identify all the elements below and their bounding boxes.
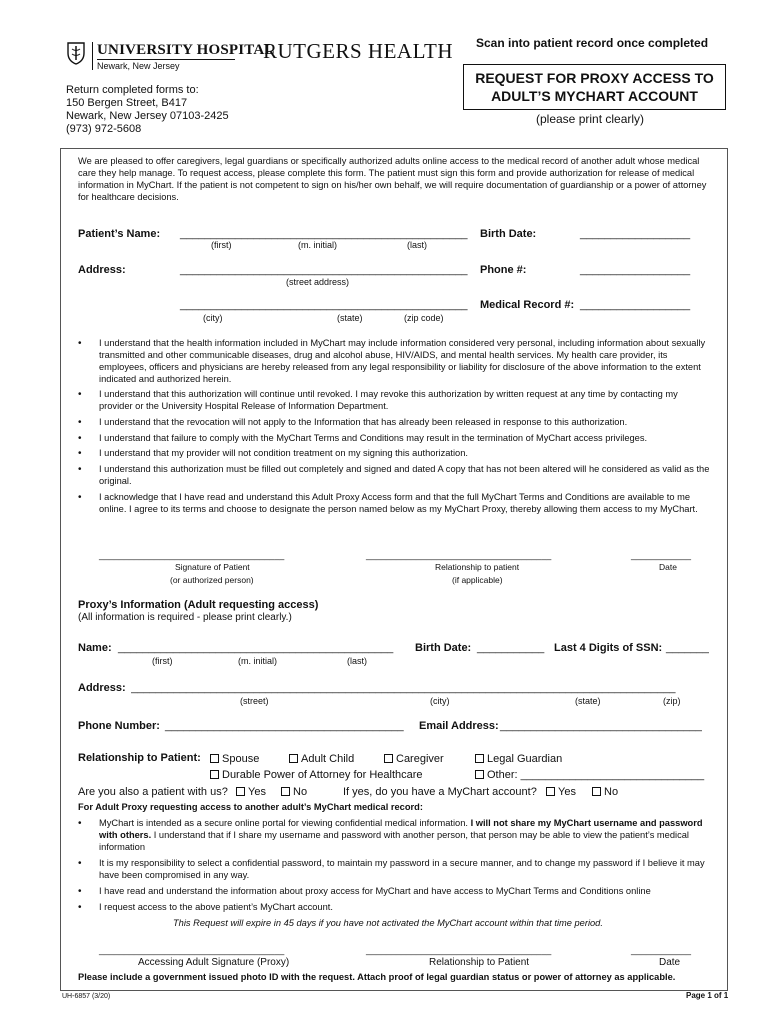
proxy-address-field[interactable]: _________________________________________________________________________________________ xyxy=(131,682,676,694)
proxy-first-hint: (first) xyxy=(152,656,173,666)
rutgers-logo: RUTGERS HEALTH xyxy=(263,39,453,63)
hospital-seal-icon xyxy=(66,41,86,65)
patient-address-label: Address: xyxy=(78,264,126,276)
bullet-dot: • xyxy=(78,492,82,503)
option-label: Adult Child xyxy=(301,753,355,765)
proxy-name-label: Name: xyxy=(78,642,112,654)
proxy-zip-hint: (zip) xyxy=(663,696,681,706)
proxy-street-hint: (street) xyxy=(240,696,269,706)
proxy-bullet-text: MyChart is intended as a secure online portal for viewing confidential medical information. xyxy=(99,818,471,828)
return-line: 150 Bergen Street, B417 xyxy=(66,97,188,109)
intro-paragraph: We are pleased to offer caregivers, legal guardians or specifically authorized adults online access to the medical record of another adult whose medical care they help manage. To request access, please complete this form. The patient must sign this form and provide authorization for release of medical information in MyChart. If the patient is not competent to sign on his/her own behalf, we will require documentation of guardianship or a power of attorney for healthcare decisions. xyxy=(78,156,707,202)
return-line: (973) 972-5608 xyxy=(66,123,142,135)
patient-birth-label: Birth Date: xyxy=(480,228,537,240)
option-spouse[interactable] xyxy=(210,752,259,766)
consent-bullet: I understand this authorization must be filled out completely and signed and dated A copy that has not been altered will he considered as valid as the original. xyxy=(99,464,710,486)
patient-middle-hint: (m. initial) xyxy=(298,240,338,250)
option-label: Other: ______________________________ xyxy=(487,769,705,781)
bullet-dot: • xyxy=(78,448,82,459)
return-address xyxy=(66,84,229,136)
proxy-address-label: Address: xyxy=(78,682,126,694)
relationship-label: Relationship to Patient: xyxy=(78,752,201,764)
proxy-bold-heading: For Adult Proxy requesting access to another adult’s MyChart medical record: xyxy=(78,802,423,812)
proxy-email-label: Email Address: xyxy=(419,720,499,732)
checkbox-icon[interactable] xyxy=(289,754,298,763)
option-label: Spouse xyxy=(222,753,260,765)
checkbox-icon[interactable] xyxy=(475,770,484,779)
proxy-ssn-label: Last 4 Digits of SSN: xyxy=(554,642,663,654)
checkbox-icon[interactable] xyxy=(546,787,555,796)
proxy-bullet-bold: I will not share my MyChart username and password with others. xyxy=(99,818,703,840)
bullet-dot: • xyxy=(78,902,82,913)
patient-birth-field[interactable]: __________________ xyxy=(580,228,691,240)
consent-bullet: I understand that the health information included in MyChart may include information considered very personal, including information about sexually transmitted and other communicable diseases, drug and alcohol abuse, HIV/AIDS, and mental health services. My health care provider, its employees, officers and physicians are hereby released from any legal responsibility or liability for disclosure of the above information to the extent indicated and authorized herein. xyxy=(99,338,706,384)
print-note: (please print clearly) xyxy=(536,112,645,126)
patient-phone-field[interactable]: __________________ xyxy=(580,264,691,276)
proxy-bullet-text: I understand that if I share my username and password with another person, that person may be able to view the patient’s medical information xyxy=(99,830,689,852)
proxy-bullet xyxy=(99,817,713,853)
patient-phone-label: Phone #: xyxy=(480,264,527,276)
proxy-bullet: I request access to the above patient’s MyChart account. xyxy=(99,902,333,912)
form-title-line1: REQUEST FOR PROXY ACCESS TO xyxy=(475,70,714,86)
patient-name-field[interactable]: _______________________________________________ xyxy=(180,228,468,240)
bullet-dot: • xyxy=(78,886,82,897)
patient-signature-field[interactable]: _____________________________________ xyxy=(99,550,285,560)
page-number: Page 1 of 1 xyxy=(686,991,729,1000)
option-label: Durable Power of Attorney for Healthcare xyxy=(222,769,423,781)
bullet-dot: • xyxy=(78,417,82,428)
checkbox-icon[interactable] xyxy=(236,787,245,796)
proxy-signature-label: Accessing Adult Signature (Proxy) xyxy=(138,957,290,968)
patient-street-hint: (street address) xyxy=(286,277,350,287)
option-other[interactable] xyxy=(475,768,704,782)
option-label: Yes xyxy=(558,786,576,798)
checkbox-icon[interactable] xyxy=(475,754,484,763)
proxy-last-hint: (last) xyxy=(347,656,367,666)
consent-bullet: I understand that this authorization will continue until revoked. I may revoke this authorization by written request at any time by contacting my provider or the University Hospital Release of Information Department. xyxy=(99,389,678,411)
option-label: No xyxy=(604,786,619,798)
proxy-relationship-field[interactable]: _____________________________________ xyxy=(366,945,552,955)
proxy-birth-label: Birth Date: xyxy=(415,642,472,654)
form-title-line2: ADULT’S MYCHART ACCOUNT xyxy=(491,88,698,104)
proxy-city-hint: (city) xyxy=(430,696,450,706)
patient-question: Are you also a patient with us? xyxy=(78,786,228,798)
patient-relationship-sub: (if applicable) xyxy=(452,575,503,585)
proxy-birth-field[interactable]: ___________ xyxy=(477,642,545,654)
proxy-ssn-field[interactable]: _______ xyxy=(666,642,709,654)
bullet-dot: • xyxy=(78,858,82,869)
option-label: No xyxy=(293,786,308,798)
checkbox-icon[interactable] xyxy=(210,754,219,763)
form-title-box xyxy=(463,64,726,110)
patient-signature-sub: (or authorized person) xyxy=(170,575,254,585)
return-line: Newark, New Jersey 07103-2425 xyxy=(66,110,229,122)
proxy-phone-field[interactable]: _______________________________________ xyxy=(165,720,404,732)
account-question: If yes, do you have a MyChart account? xyxy=(343,786,537,798)
patient-address-field[interactable]: _______________________________________________ xyxy=(180,264,468,276)
patient-signature-label: Signature of Patient xyxy=(175,562,250,572)
logo-divider xyxy=(92,42,93,70)
patient-last-hint: (last) xyxy=(407,240,427,250)
patient-medrec-label: Medical Record #: xyxy=(480,299,575,311)
option-label: Yes xyxy=(248,786,266,798)
patient-zip-hint: (zip code) xyxy=(404,313,444,323)
proxy-bullet: I have read and understand the information about proxy access for MyChart and have access to MyChart Terms and Conditions online xyxy=(99,886,651,896)
bullet-dot: • xyxy=(78,338,82,349)
return-line: Return completed forms to: xyxy=(66,84,199,96)
patient-relationship-label: Relationship to patient xyxy=(435,562,520,572)
patient-no-option[interactable] xyxy=(281,785,307,799)
hospital-name-rule xyxy=(97,59,235,60)
id-requirement-note: Please include a government issued photo ID with the request. Attach proof of legal guardian status or power of attorney as applicable. xyxy=(78,972,676,982)
proxy-subheading: (All information is required - please print clearly.) xyxy=(78,612,292,623)
option-label: Legal Guardian xyxy=(487,753,563,765)
patient-state-hint: (state) xyxy=(337,313,363,323)
consent-bullet: I understand that the revocation will not apply to the Information that has already been released in response to this authorization. xyxy=(99,417,628,427)
consent-bullet: I understand that failure to comply with the MyChart Terms and Conditions may result in the termination of MyChart access privileges. xyxy=(99,433,648,443)
proxy-relationship-label: Relationship to Patient xyxy=(429,957,530,968)
patient-city-field[interactable]: _______________________________________________ xyxy=(180,299,468,311)
proxy-name-field[interactable]: _____________________________________________ xyxy=(118,642,394,654)
checkbox-icon[interactable] xyxy=(281,787,290,796)
option-adult-child[interactable] xyxy=(289,752,354,766)
proxy-bullet: It is my responsibility to select a confidential password, to maintain my password in a secure manner, and to change my password if I believe it may have been compromised in any way. xyxy=(99,858,705,880)
proxy-date-field[interactable]: ____________ xyxy=(631,945,692,955)
bullet-dot: • xyxy=(78,818,82,829)
patient-medrec-field[interactable]: __________________ xyxy=(580,299,691,311)
checkbox-icon[interactable] xyxy=(592,787,601,796)
patient-date-field[interactable]: ____________ xyxy=(631,550,692,560)
option-poa[interactable] xyxy=(210,768,423,782)
option-label: Caregiver xyxy=(396,753,444,765)
proxy-phone-label: Phone Number: xyxy=(78,720,160,732)
patient-first-hint: (first) xyxy=(211,240,232,250)
account-no-option[interactable] xyxy=(592,785,618,799)
bullet-dot: • xyxy=(78,433,82,444)
hospital-city: Newark, New Jersey xyxy=(97,61,180,71)
option-legal-guardian[interactable] xyxy=(475,752,562,766)
account-yes-option[interactable] xyxy=(546,785,576,799)
option-caregiver[interactable] xyxy=(384,752,444,766)
bullet-dot: • xyxy=(78,464,82,475)
checkbox-icon[interactable] xyxy=(384,754,393,763)
proxy-signature-field[interactable]: _____________________________________ xyxy=(99,945,285,955)
scan-note: Scan into patient record once completed xyxy=(476,36,709,50)
consent-bullet: I acknowledge that I have read and understand this Adult Proxy Access form and that the full MyChart Terms and Conditions are available to me online. I agree to its terms and choose to designate the person named below as my MyChart Proxy, thereby allowing them access to my MyChart. xyxy=(99,492,698,514)
patient-date-label: Date xyxy=(659,562,677,572)
proxy-email-field[interactable]: _________________________________ xyxy=(500,720,702,732)
patient-relationship-field[interactable]: _____________________________________ xyxy=(366,550,552,560)
bullet-dot: • xyxy=(78,389,82,400)
proxy-middle-hint: (m. initial) xyxy=(238,656,278,666)
patient-city-hint: (city) xyxy=(203,313,223,323)
proxy-heading: Proxy’s Information (Adult requesting access) xyxy=(78,599,319,611)
proxy-state-hint: (state) xyxy=(575,696,601,706)
proxy-date-label: Date xyxy=(659,957,681,968)
hospital-name: UNIVERSITY HOSPITAL xyxy=(97,42,275,58)
patient-name-label: Patient’s Name: xyxy=(78,228,161,240)
patient-yes-option[interactable] xyxy=(236,785,266,799)
form-id: UH-6857 (3/20) xyxy=(62,993,111,1000)
consent-bullet: I understand that my provider will not condition treatment on my signing this authorization. xyxy=(99,448,468,458)
expire-note: This Request will expire in 45 days if you have not activated the MyChart account within that time period. xyxy=(173,918,603,928)
checkbox-icon[interactable] xyxy=(210,770,219,779)
